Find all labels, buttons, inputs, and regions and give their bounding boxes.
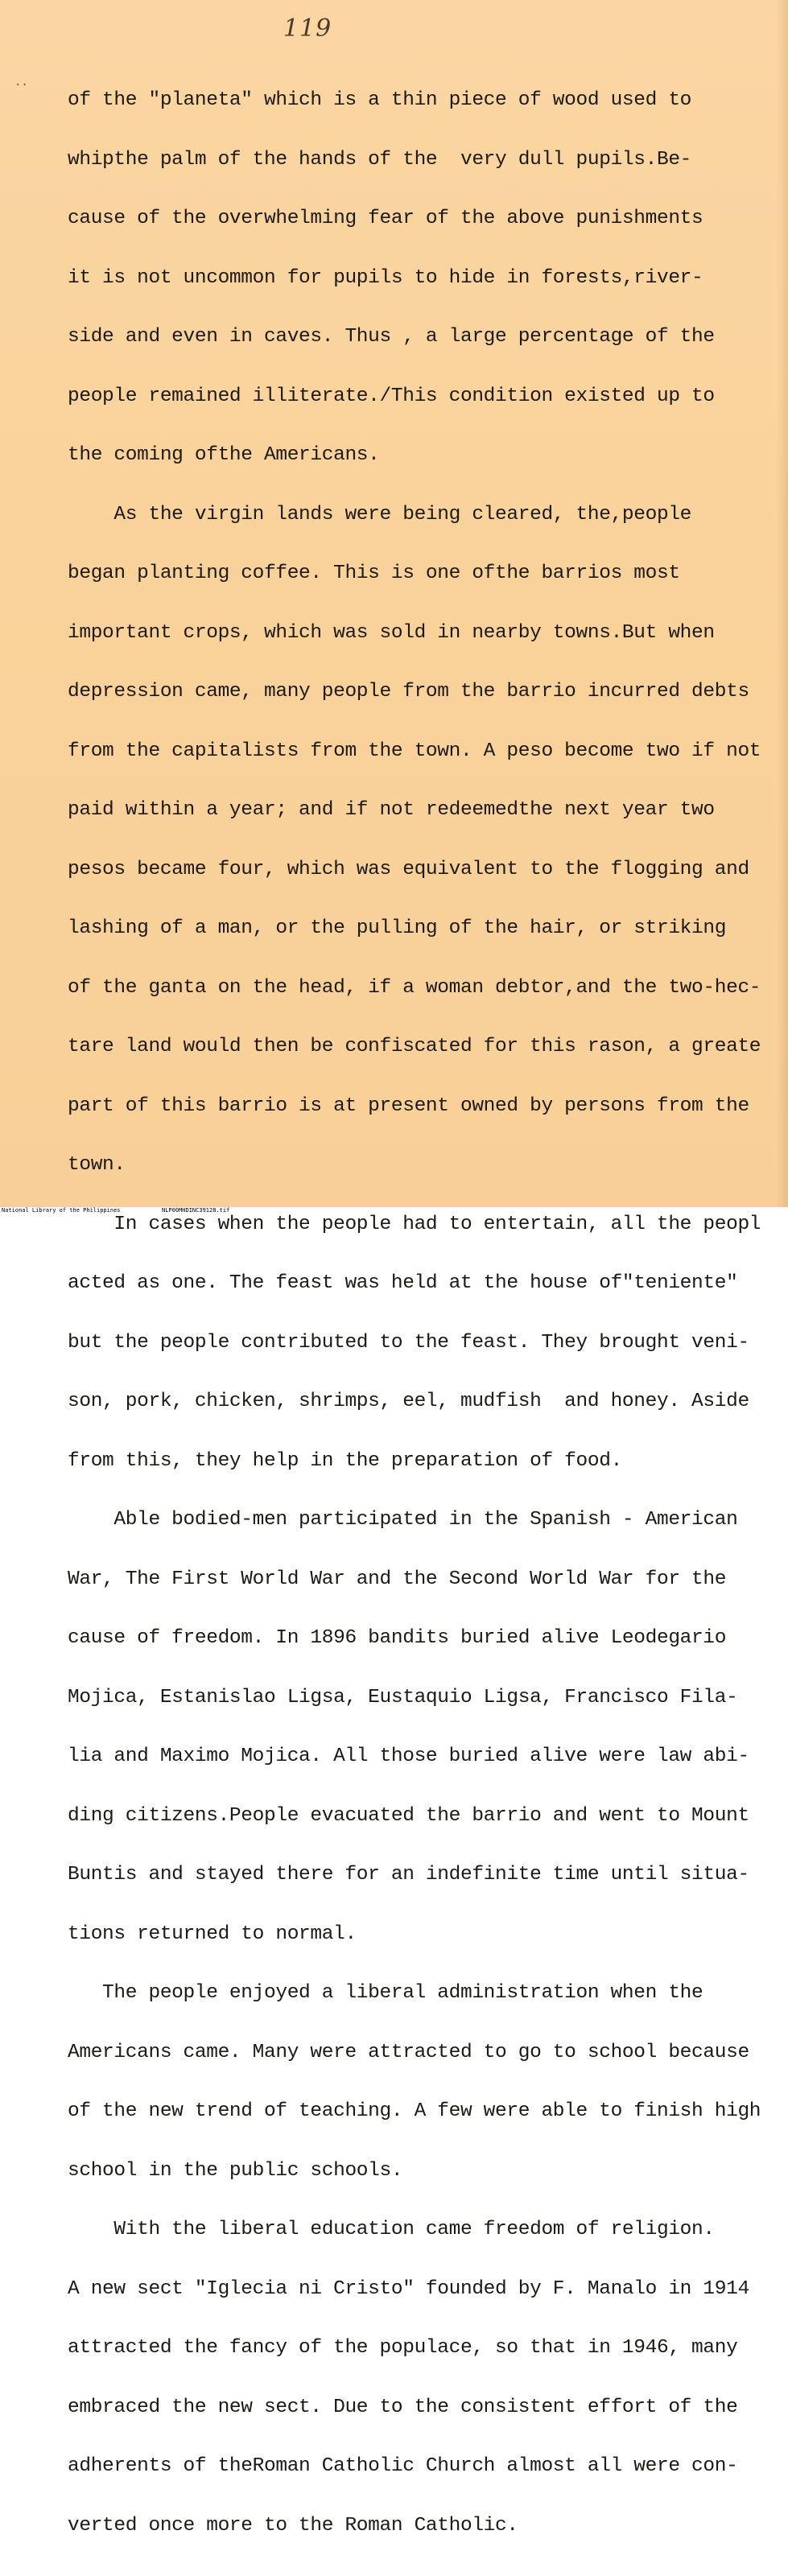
text-line: Americans came. Many were attracted to go to school because: [68, 2041, 749, 2063]
text-line: tare land would then be confiscated for this rason, a greate: [68, 1036, 761, 1057]
text-line: people remained illiterate./This condition existed up to: [68, 385, 715, 407]
text-line: embraced the new sect. Due to the consistent effort of the: [68, 2396, 738, 2418]
text-line: paid within a year; and if not redeemedthe next year two: [68, 799, 715, 821]
footer-library-name: National Library of the Philippines: [2, 1207, 121, 1214]
typescript-body: [68, 52, 784, 2575]
text-line: cause of freedom. In 1896 bandits buried alive Leodegario: [68, 1627, 727, 1649]
footer-file-name: NLP00MHDINC39128.tif: [162, 1207, 230, 1214]
text-line: the coming ofthe Americans.: [68, 444, 380, 466]
text-line: A new sect "Iglecia ni Cristo" founded by F. Manalo in 1914: [68, 2277, 749, 2300]
margin-marks: ..: [14, 76, 28, 89]
page-number: 119: [283, 14, 332, 43]
text-line: tions returned to normal.: [68, 1923, 357, 1945]
text-line: ding citizens.People evacuated the barrio and went to Mount: [68, 1804, 749, 1827]
text-line: depression came, many people from the barrio incurred debts: [68, 681, 749, 703]
text-line: side and even in caves. Thus , a large percentage of the: [68, 326, 715, 348]
text-line: lashing of a man, or the pulling of the hair, or striking: [68, 917, 727, 939]
text-line: son, pork, chicken, shrimps, eel, mudfish and honey. Aside: [68, 1391, 749, 1412]
text-line: from this, they help in the preparation of food.: [68, 1449, 622, 1472]
text-line: began planting coffee. This is one ofthe barrios most: [68, 563, 680, 584]
text-line: In cases when the people had to entertain, all the peopl: [68, 1213, 761, 1235]
text-line: from the capitalists from the town. A peso become two if not: [68, 740, 761, 762]
scan-footer: [0, 1207, 788, 1214]
text-line: of the new trend of teaching. A few were able to finish high: [68, 2100, 761, 2122]
text-line: As the virgin lands were being cleared, the,people: [68, 503, 692, 526]
text-line: War, The First World War and the Second World War for the: [68, 1568, 727, 1590]
text-line: of the ganta on the head, if a woman debtor,and the two-hec-: [68, 976, 761, 999]
text-line: Buntis and stayed there for an indefinite time until situa-: [68, 1864, 749, 1886]
text-line: verted once more to the Roman Catholic.: [68, 2514, 518, 2537]
text-line: The people enjoyed a liberal administration when the: [68, 1982, 703, 2004]
text-line: acted as one. The feast was held at the house of"teniente": [68, 1272, 738, 1294]
text-line: adherents of theRoman Catholic Church almost all were con-: [68, 2455, 738, 2477]
text-line: With the liberal education came freedom of religion.: [68, 2219, 715, 2240]
text-line: cause of the overwhelming fear of the above punishments: [68, 208, 703, 229]
text-line: but the people contributed to the feast. They brought veni-: [68, 1331, 749, 1354]
text-line: town.: [68, 1154, 126, 1176]
text-line: school in the public schools.: [68, 2159, 403, 2182]
text-line: of the "planeta" which is a thin piece of wood used to: [68, 89, 692, 111]
text-line: whipthe palm of the hands of the very dull pupils.Be-: [68, 148, 692, 171]
text-line: Mojica, Estanislao Ligsa, Eustaquio Ligsa, Francisco Fila-: [68, 1686, 738, 1708]
text-line: lia and Maximo Mojica. All those buried alive were law abi-: [68, 1745, 749, 1767]
text-line: Able bodied-men participated in the Spanish - American: [68, 1509, 738, 1531]
text-line: pesos became four, which was equivalent to the flogging and: [68, 858, 749, 880]
text-line: important crops, which was sold in nearby towns.But when: [68, 621, 715, 644]
text-line: part of this barrio is at present owned by persons from the: [68, 1094, 749, 1117]
text-line: it is not uncommon for pupils to hide in forests,river-: [68, 266, 703, 289]
text-line: attracted the fancy of the populace, so that in 1946, many: [68, 2337, 738, 2359]
